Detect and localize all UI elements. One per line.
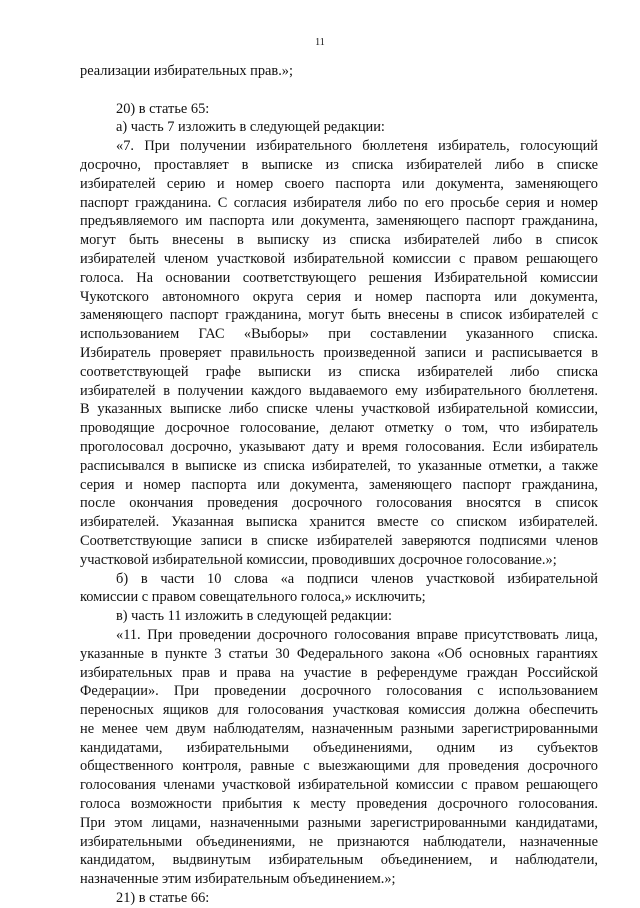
text-line: паспорт гражданина. С согласия избирателя либо по его просьбе серия и номер (80, 194, 598, 211)
text-line: избирателей в получении каждого выдаваемого ему избирательного бюллетеня. (80, 382, 598, 399)
text-line: не менее чем двум наблюдателям, назначенным разными зарегистрированными (80, 720, 598, 737)
text-line: Федерации». При проведении досрочного голосования с использованием (80, 683, 598, 700)
text-line: использованием ГАС «Выборы» при составлении указанного списка. (80, 326, 598, 343)
text-line: б) в части 10 слова «а подписи членов участковой избирательной (116, 570, 598, 587)
text-line: В указанных выписке либо списке члены участковой избирательной комиссии, (80, 401, 598, 418)
text-line: после окончания проведения досрочного голосования вносятся в список (80, 495, 598, 512)
text-line: 21) в статье 66: (116, 890, 210, 907)
text-line: голоса. На основании соответствующего решения Избирательной комиссии (80, 269, 598, 286)
text-line: 20) в статье 65: (116, 100, 210, 117)
text-line: заменяющего паспорт гражданина, могут быть внесены в список избирателей с (80, 307, 598, 324)
text-line: в) часть 11 изложить в следующей редакции: (116, 608, 392, 625)
text-line: кандидатами, избирательными объединениями, одним из субъектов (80, 739, 598, 756)
page-number: 11 (315, 37, 325, 48)
text-line: При этом лицами, назначенными разными зарегистрированными кандидатами, (80, 814, 598, 831)
text-line: избирателей членом участковой избирательной комиссии с правом решающего (80, 250, 598, 267)
text-line: голосования членами участковой избирательной комиссии с правом решающего (80, 777, 598, 794)
text-line: указанные в пункте 3 статьи 30 Федерального закона «Об основных гарантиях (80, 645, 598, 662)
text-line: реализации избирательных прав.»; (80, 63, 293, 79)
document-body (80, 62, 598, 908)
text-line: назначенные этим избирательным объединением.»; (80, 871, 396, 888)
text-line: избирательных прав и права на участие в референдуме граждан Российской (80, 664, 598, 681)
text-line: Чукотского автономного округа серия и номер паспорта или документа, (80, 288, 598, 305)
text-line: «7. При получении избирательного бюллетеня избиратель, голосующий (116, 138, 598, 155)
text-line: общественного контроля, равные с выезжающими для проведения досрочного (80, 758, 598, 775)
paragraph-gap (80, 81, 598, 100)
text-line: «11. При проведении досрочного голосования вправе присутствовать лица, (116, 626, 598, 643)
text-line: голоса возможности прибытия к месту проведения досрочного голосования. (80, 796, 598, 813)
text-line: досрочно, проставляет в выписке из списка избирателей либо в списке (80, 156, 598, 173)
text-line: кандидатом, выдвинутым избирательным объединением, и наблюдатели, (80, 852, 598, 869)
text-line: избирательными объединениями, не признаются наблюдатели, назначенные (80, 833, 598, 850)
text-line: серия и номер паспорта или документа, заменяющего паспорт гражданина, (80, 476, 598, 493)
text-line: могут быть внесены в выписку из списка избирателей либо в список (80, 232, 598, 249)
text-line: проводящие досрочное голосование, делают отметку о том, что избиратель (80, 420, 598, 437)
text-line: участковой избирательной комиссии, проводивших досрочное голосование.»; (80, 551, 557, 568)
text-line: избирателей. Указанная выписка хранится вместе со списком избирателей. (80, 514, 598, 531)
text-line: соответствующей графе выписки из списка избирателей либо списка (80, 363, 598, 380)
text-line: расписывался в выписке из списка избирателей, то указанные отметки, а также (80, 457, 598, 474)
text-line: избирателей серию и номер своего паспорта или документа, заменяющего (80, 175, 598, 192)
text-line: переносных ящиков для голосования участковая комиссия должна обеспечить (80, 702, 598, 719)
text-line: предъявляемого им паспорта или документа, заменяющего паспорт гражданина, (80, 213, 598, 230)
text-line: а) часть 7 изложить в следующей редакции: (116, 119, 385, 136)
text-line: комиссии с правом совещательного голоса,» исключить; (80, 589, 426, 606)
text-line: проголосовал досрочно, указывают дату и время голосования. Если избиратель (80, 438, 598, 455)
text-line: Соответствующие записи в списке избирателей заверяются подписями членов (80, 532, 598, 549)
text-line: Избиратель проверяет правильность произведенной записи и расписывается в (80, 344, 598, 361)
